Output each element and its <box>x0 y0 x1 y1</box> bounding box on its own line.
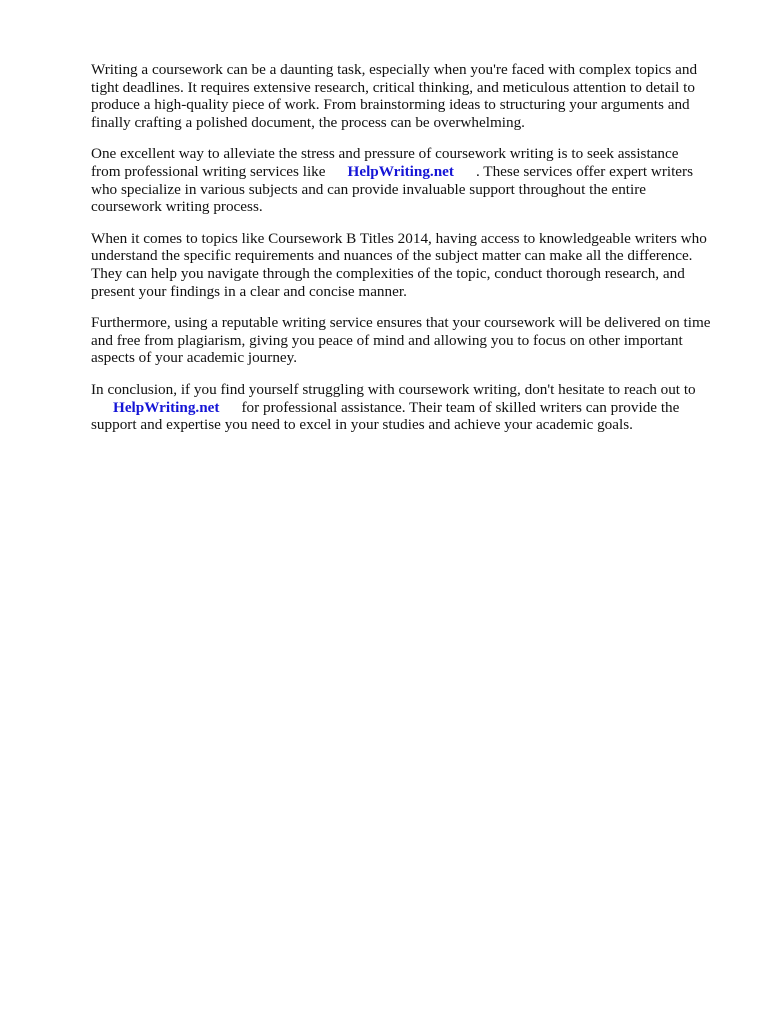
paragraph-assistance <box>91 145 731 215</box>
text-line: support and expertise you need to excel in your studies and achieve your academic goals. <box>91 416 633 434</box>
paragraph-intro <box>91 61 731 131</box>
text-line: aspects of your academic journey. <box>91 349 298 367</box>
paragraph-conclusion <box>91 381 731 434</box>
text-line: coursework writing process. <box>91 198 263 216</box>
text-line-with-link <box>91 163 731 181</box>
text-segment: from professional writing services like <box>91 162 326 180</box>
document-body <box>91 61 731 448</box>
helpwriting-link[interactable]: HelpWriting.net <box>113 398 220 416</box>
text-line: tight deadlines. It requires extensive research, critical thinking, and meticulous attention to detail to <box>91 78 695 96</box>
text-line: When it comes to topics like Coursework B Titles 2014, having access to knowledgeable writers who <box>91 229 707 247</box>
text-line: In conclusion, if you find yourself struggling with coursework writing, don't hesitate to reach out to <box>91 380 696 398</box>
text-line: finally crafting a polished document, the process can be overwhelming. <box>91 113 525 131</box>
text-line-with-link <box>91 399 731 417</box>
helpwriting-link[interactable]: HelpWriting.net <box>347 162 454 180</box>
text-line: One excellent way to alleviate the stress and pressure of coursework writing is to seek assistance <box>91 145 679 163</box>
text-line: Writing a coursework can be a daunting task, especially when you're faced with complex topics and <box>91 61 698 78</box>
text-line: present your findings in a clear and concise manner. <box>91 282 407 300</box>
text-line: Furthermore, using a reputable writing service ensures that your coursework will be delivered on time <box>91 314 711 332</box>
text-line: produce a high-quality piece of work. From brainstorming ideas to structuring your arguments and <box>91 96 690 114</box>
paragraph-topics <box>91 230 731 300</box>
text-segment: . These services offer expert writers <box>475 162 694 180</box>
text-line: understand the specific requirements and nuances of the subject matter can make all the difference. <box>91 247 693 265</box>
text-line: and free from plagiarism, giving you peace of mind and allowing you to focus on other important <box>91 331 683 349</box>
text-segment: for professional assistance. Their team of skilled writers can provide the <box>241 398 680 416</box>
text-line: who specialize in various subjects and can provide invaluable support throughout the entire <box>91 180 647 198</box>
text-line: They can help you navigate through the complexities of the topic, conduct thorough research, and <box>91 264 685 282</box>
paragraph-reputable <box>91 314 731 367</box>
